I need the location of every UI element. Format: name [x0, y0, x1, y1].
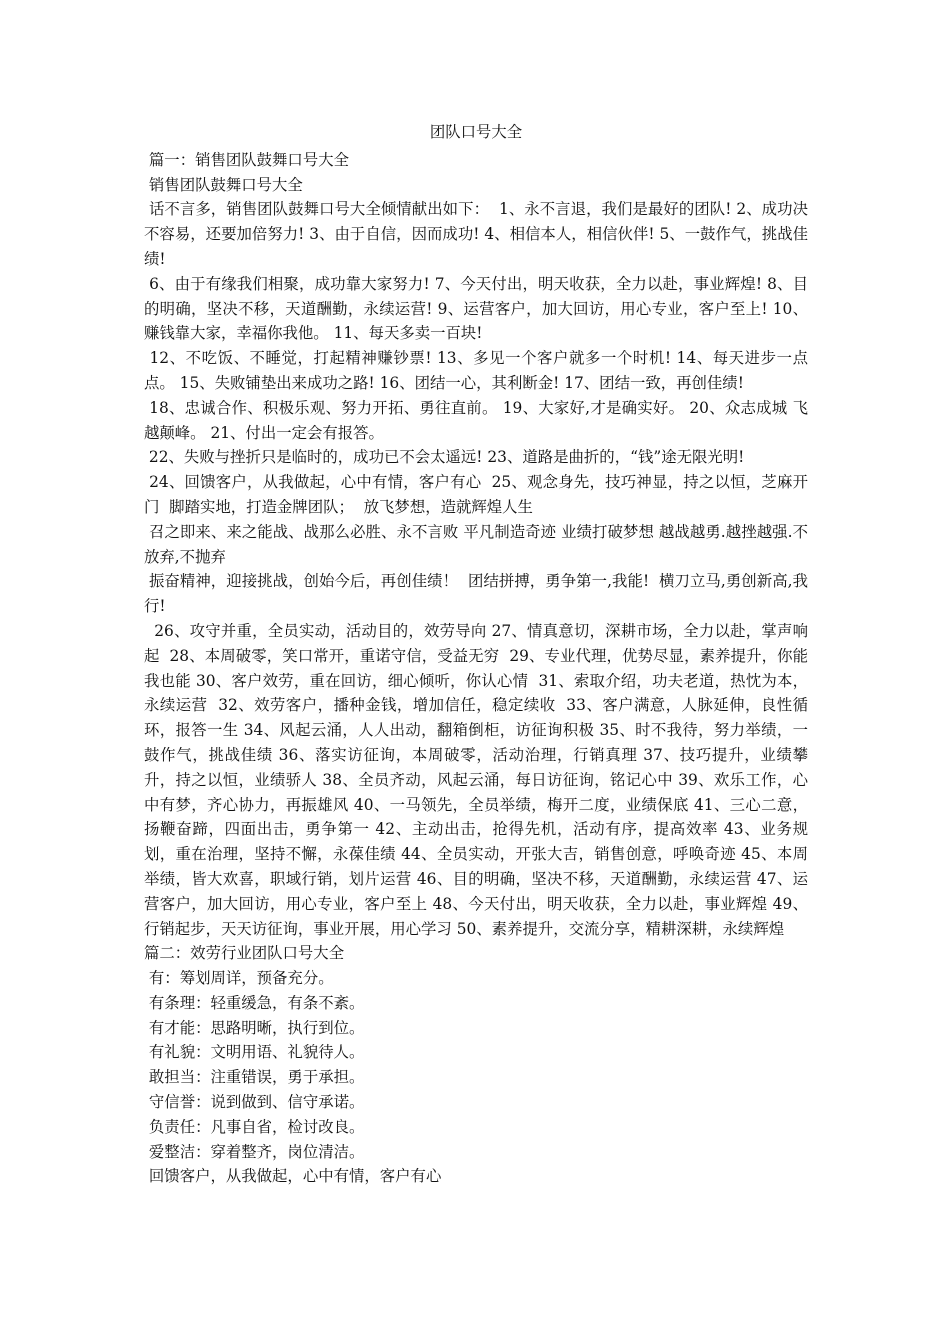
- slogan-paragraph: 24、回馈客户，从我做起，心中有情，客户有心 25、观念身先，技巧神显，持之以恒，芝麻开门 脚踏实地，打造金牌团队； 放飞梦想，造就辉煌人生: [144, 473, 808, 516]
- list-item: 爱整洁：穿着整齐，岗位清洁。: [144, 1142, 365, 1161]
- document-page: [144, 120, 808, 1189]
- subheading: 销售团队鼓舞口号大全: [144, 175, 303, 194]
- document-title: 团队口号大全: [429, 123, 523, 141]
- slogan-paragraph: 6、由于有缘我们相聚，成功靠大家努力! 7、今天付出，明天收获，全力以赴，事业辉煌! 8、目的明确，坚决不移，天道酬勤，永续运营! 9、运营客户，加大回访，用心专业，客户至上! 10、赚钱靠大家，幸福你我他。 11、每天多卖一百块!: [144, 274, 808, 343]
- slogan-paragraph: 话不言多，销售团队鼓舞口号大全倾情献出如下： 1、永不言退，我们是最好的团队! 2、成功决不容易，还要加倍努力! 3、由于自信，因而成功! 4、相信本人，相信伙伴! 5、一鼓作气，挑战佳绩!: [144, 200, 808, 268]
- list-item: 敢担当：注重错误，勇于承担。: [144, 1068, 365, 1087]
- slogan-paragraph: 18、忠诚合作、积极乐观、努力开拓、勇往直前。 19、大家好,才是确实好。 20、众志成城 飞越颠峰。 21、付出一定会有报答。: [144, 398, 808, 442]
- slogan-paragraph: 22、失败与挫折只是临时的，成功已不会太遥远! 23、道路是曲折的，“钱”途无限光明!: [144, 448, 745, 467]
- list-item: 守信誉：说到做到、信守承诺。: [144, 1093, 365, 1112]
- list-item: 负责任：凡事自省，检讨改良。: [144, 1117, 365, 1136]
- slogan-paragraph: 振奋精神，迎接挑战，创始今后，再创佳绩！ 团结拼搏，勇争第一,我能! 横刀立马,勇创新高,我行!: [144, 572, 808, 616]
- section-heading-1: 篇一：销售团队鼓舞口号大全: [144, 150, 349, 169]
- list-item: 有条理：轻重缓急，有条不紊。: [144, 993, 365, 1012]
- list-item: 回馈客户，从我做起，心中有情，客户有心: [144, 1167, 442, 1186]
- list-item: 有礼貌：文明用语、礼貌待人。: [144, 1043, 365, 1062]
- slogan-paragraph: 召之即来、来之能战、战那么必胜、永不言败 平凡制造奇迹 业绩打破梦想 越战越勇.越挫越强.不放弃,不抛弃: [144, 522, 808, 566]
- slogan-paragraph: 26、攻守并重，全员实动，活动目的，效劳导向 27、情真意切，深耕市场，全力以赴，掌声响起 28、本周破零，笑口常开，重诺守信，受益无穷 29、专业代理，优势尽显，素养提升，你能我也能 30、客户效劳，重在回访，细心倾听，你认心情 31、索取介绍，功夫老道，热忱为本，永续运营 32、效劳客户，播种金钱，增加信任，稳定续收 33、客户满意，人脉延伸，良性循环，报答一生 34、风起云涌，人人出动，翻箱倒柜，访征询积极 35、时不我待，努力举绩，一鼓作气，挑战佳绩 36、落实访征询，本周破零，活动治理，行销真理 37、技巧提升，业绩攀升，持之以恒，业绩骄人 38、全员齐动，风起云涌，每日访征询，铭记心中 39、欢乐工作，心中有梦，齐心协力，再振雄风 40、一马领先，全员举绩，梅开二度，业绩保底 41、三心二意，扬鞭奋蹄，四面出击，勇争第一 42、主动出击，抢得先机，活动有序，提高效率 43、业务规划，重在治理，坚持不懈，永葆佳绩 44、全员实动，开张大吉，销售创意，呼唤奇迹 45、本周举绩，皆大欢喜，职域行销，划片运营 46、目的明确，坚决不移，天道酬勤，永续运营 47、运营客户，加大回访，用心专业，客户至上 48、今天付出，明天收获，全力以赴，事业辉煌 49、行销起步，天天访征询，事业开展，用心学习 50、素养提升，交流分享，精耕深耕，永续辉煌: [144, 621, 808, 938]
- section-heading-2: 篇二：效劳行业团队口号大全: [144, 944, 345, 963]
- list-item: 有才能：思路明晰，执行到位。: [144, 1018, 365, 1037]
- slogan-paragraph: 12、不吃饭、不睡觉，打起精神赚钞票! 13、多见一个客户就多一个时机! 14、每天进步一点点。 15、失败铺垫出来成功之路! 16、团结一心，其利断金! 17、团结一致，再创佳绩!: [144, 349, 808, 392]
- list-item: 有：筹划周详，预备充分。: [144, 969, 334, 988]
